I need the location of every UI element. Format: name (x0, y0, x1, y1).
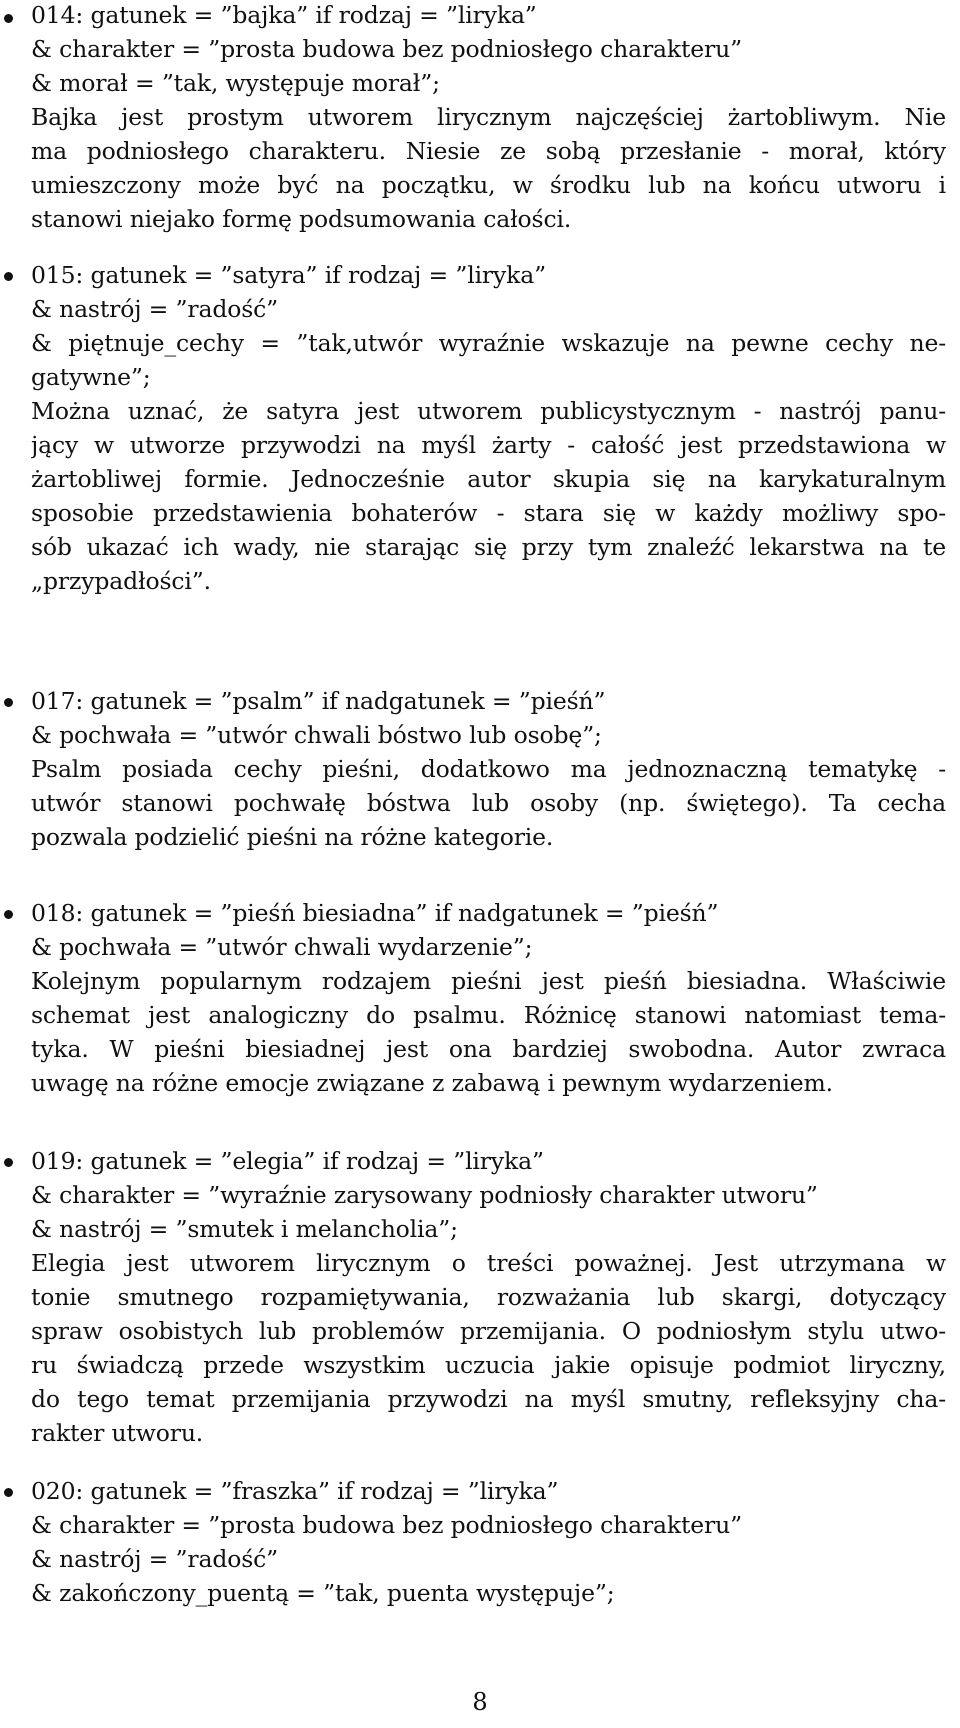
bullet-icon (4, 14, 13, 23)
rule-description: Psalm posiada cechy pieśni, dodatkowo ma jednoznaczną tematykę - (31, 755, 946, 783)
bullet-icon (4, 698, 13, 707)
rule-description: Bajka jest prostym utworem lirycznym najczęściej żartobliwym. Nie (31, 103, 946, 131)
rule-header: 017: gatunek = ”psalm” if nadgatunek = ”pieśń” (31, 687, 606, 715)
rule-description: stanowi niejako formę podsumowania całości. (31, 205, 572, 233)
rule-description: pozwala podzielić pieśni na różne kategorie. (31, 823, 554, 851)
rule-description: do tego temat przemijania przywodzi na myśl smutny, refleksyjny cha- (31, 1385, 946, 1413)
rule-condition: & nastrój = ”smutek i melancholia”; (31, 1215, 458, 1243)
rule-condition: & charakter = ”prosta budowa bez podniosłego charakteru” (31, 35, 742, 63)
rule-description: ru świadczą przede wszystkim uczucia jakie opisuje podmiot liryczny, (31, 1351, 946, 1379)
rule-description: spraw osobistych lub problemów przemijania. O podniosłym stylu utwo- (31, 1317, 946, 1345)
rule-description: sób ukazać ich wady, nie starając się przy tym znaleźć lekarstwa na te (31, 533, 946, 561)
rule-description: sposobie przedstawienia bohaterów - stara się w każdy możliwy spo- (31, 499, 946, 527)
bullet-icon (4, 272, 13, 281)
rule-condition: & morał = ”tak, występuje morał”; (31, 69, 440, 97)
bullet-icon (4, 1488, 13, 1497)
rule-description: schemat jest analogiczny do psalmu. Różnicę stanowi natomiast tema- (31, 1001, 946, 1029)
rule-description: „przypadłości”. (31, 567, 211, 595)
rule-description: umieszczony może być na początku, w środku lub na końcu utworu i (31, 171, 946, 199)
rule-description: rakter utworu. (31, 1419, 204, 1447)
rule-description: uwagę na różne emocje związane z zabawą i pewnym wydarzeniem. (31, 1069, 833, 1097)
rule-description: żartobliwej formie. Jednocześnie autor skupia się na karykaturalnym (31, 465, 946, 493)
rule-description: ma podniosłego charakteru. Niesie ze sobą przesłanie - morał, który (31, 137, 946, 165)
rule-header: 014: gatunek = ”bajka” if rodzaj = ”liryka” (31, 1, 537, 29)
bullet-icon (4, 910, 13, 919)
rule-condition: gatywne”; (31, 363, 151, 391)
rule-description: Elegia jest utworem lirycznym o treści poważnej. Jest utrzymana w (31, 1249, 946, 1277)
page-number: 8 (472, 1688, 488, 1716)
rule-condition: & pochwała = ”utwór chwali wydarzenie”; (31, 933, 533, 961)
rule-header: 019: gatunek = ”elegia” if rodzaj = ”liryka” (31, 1147, 544, 1175)
rule-description: Można uznać, że satyra jest utworem publicystycznym - nastrój panu- (31, 397, 946, 425)
rule-description: utwór stanowi pochwałę bóstwa lub osoby (np. świętego). Ta cecha (31, 789, 946, 817)
rule-condition: & nastrój = ”radość” (31, 1545, 279, 1573)
bullet-icon (4, 1158, 13, 1167)
rule-description: tonie smutnego rozpamiętywania, rozważania lub skargi, dotyczący (31, 1283, 946, 1311)
rule-header: 020: gatunek = ”fraszka” if rodzaj = ”liryka” (31, 1477, 559, 1505)
rule-description: jący w utworze przywodzi na myśl żarty - całość jest przedstawiona w (31, 431, 946, 459)
rule-header: 015: gatunek = ”satyra” if rodzaj = ”liryka” (31, 261, 546, 289)
rule-description: Kolejnym popularnym rodzajem pieśni jest pieśń biesiadna. Właściwie (31, 967, 946, 995)
rule-condition: & pochwała = ”utwór chwali bóstwo lub osobę”; (31, 721, 602, 749)
rule-condition: & nastrój = ”radość” (31, 295, 279, 323)
rule-condition: & piętnuje_cechy = ”tak,utwór wyraźnie wskazuje na pewne cechy ne- (31, 329, 946, 357)
rule-condition: & zakończony_puentą = ”tak, puenta występuje”; (31, 1579, 615, 1607)
rule-condition: & charakter = ”wyraźnie zarysowany podniosły charakter utworu” (31, 1181, 818, 1209)
rule-condition: & charakter = ”prosta budowa bez podniosłego charakteru” (31, 1511, 742, 1539)
rule-description: tyka. W pieśni biesiadnej jest ona bardziej swobodna. Autor zwraca (31, 1035, 946, 1063)
rule-header: 018: gatunek = ”pieśń biesiadna” if nadgatunek = ”pieśń” (31, 899, 719, 927)
